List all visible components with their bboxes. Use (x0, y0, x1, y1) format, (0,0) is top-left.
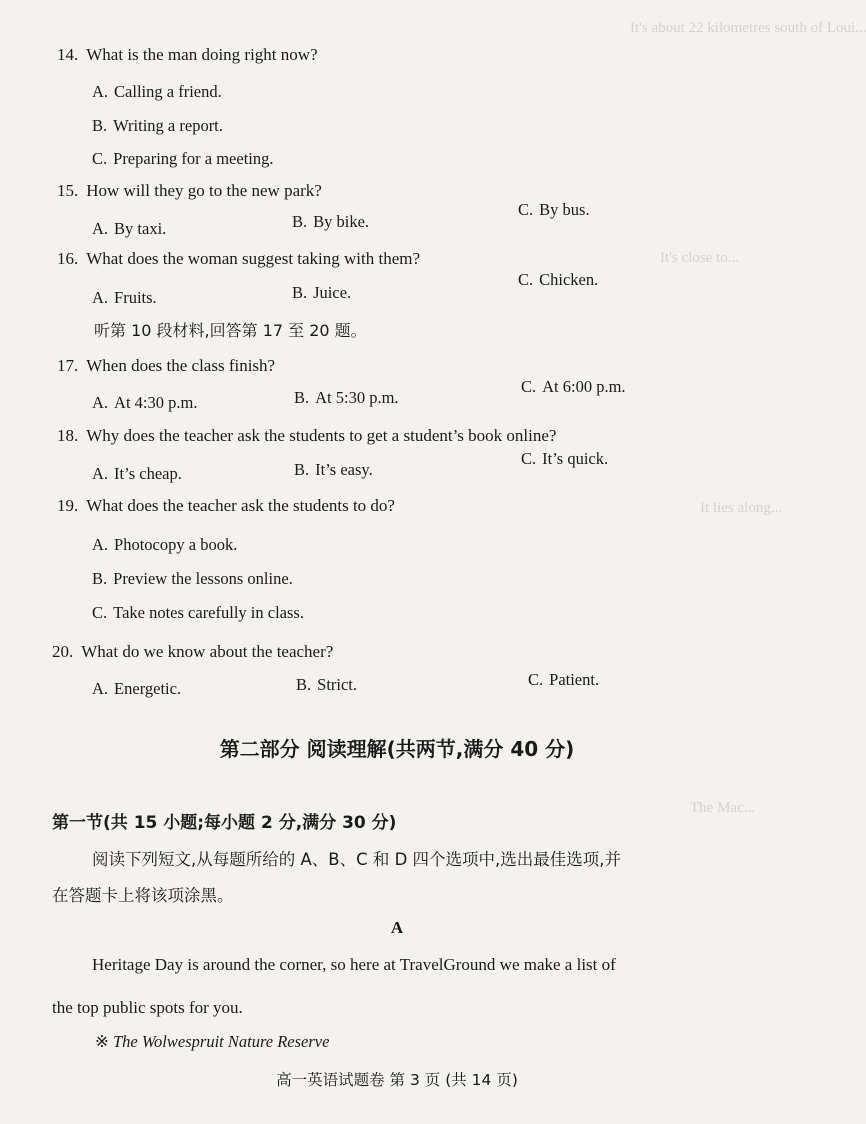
option-letter: C. (521, 377, 537, 396)
option-text: At 4:30 p.m. (114, 393, 198, 412)
option-text: Patient. (549, 670, 600, 689)
option-text: By bike. (313, 212, 370, 231)
option-19-c (92, 603, 304, 623)
bleed-through-text: It lies along... (700, 500, 783, 516)
option-19-b (92, 569, 293, 589)
option-text: Photocopy a book. (114, 535, 238, 554)
option-text: Preparing for a meeting. (113, 149, 274, 168)
option-letter: B. (292, 212, 308, 231)
spot-heading (95, 1032, 329, 1052)
option-18-c (521, 449, 608, 469)
option-16-a (92, 288, 157, 308)
passage-line-2: the top public spots for you. (52, 998, 243, 1017)
question-15 (57, 181, 322, 201)
question-text: What does the teacher ask the students to do? (86, 496, 395, 515)
option-text: It’s cheap. (114, 464, 182, 483)
option-text: Juice. (313, 283, 352, 302)
option-letter: C. (92, 603, 108, 622)
option-letter: B. (296, 675, 312, 694)
option-letter: A. (92, 679, 109, 698)
question-number: 15. (57, 181, 79, 200)
spot-title: The Wolwespruit Nature Reserve (112, 1032, 330, 1051)
option-text: Fruits. (114, 288, 157, 307)
option-letter: A. (92, 82, 109, 101)
option-letter: A. (92, 219, 109, 238)
option-15-b (292, 212, 369, 232)
option-letter: C. (518, 200, 534, 219)
question-number: 18. (57, 426, 79, 445)
question-text: How will they go to the new park? (86, 181, 322, 200)
question-17 (57, 356, 275, 376)
page-footer: 高一英语试题卷 第 3 页 (共 14 页) (276, 1071, 518, 1089)
reference-mark-icon: ※ (95, 1032, 109, 1051)
option-text: Preview the lessons online. (113, 569, 293, 588)
question-20 (52, 642, 333, 662)
option-letter: A. (92, 535, 109, 554)
question-14 (57, 45, 318, 65)
option-letter: B. (294, 460, 310, 479)
option-16-b (292, 283, 351, 303)
option-text: At 6:00 p.m. (542, 377, 626, 396)
bleed-through-text: It's close to... (660, 250, 739, 266)
listening-instruction: 听第 10 段材料,回答第 17 至 20 题。 (94, 321, 367, 340)
option-letter: B. (292, 283, 308, 302)
option-14-a (92, 82, 222, 102)
reading-instruction-line-2: 在答题卡上将该项涂黑。 (52, 886, 234, 905)
passage-letter: A (390, 918, 404, 937)
option-text: At 5:30 p.m. (315, 388, 399, 407)
option-letter: B. (294, 388, 310, 407)
reading-instruction-line-1: 阅读下列短文,从每题所给的 A、B、C 和 D 四个选项中,选出最佳选项,并 (92, 850, 622, 869)
option-letter: A. (92, 464, 109, 483)
question-number: 16. (57, 249, 79, 268)
option-17-b (294, 388, 399, 408)
option-15-c (518, 200, 590, 220)
option-letter: B. (92, 569, 108, 588)
part-2-title: 第二部分 阅读理解(共两节,满分 40 分) (219, 737, 575, 761)
question-number: 14. (57, 45, 79, 64)
option-19-a (92, 535, 237, 555)
question-text: Why does the teacher ask the students to get a student’s book online? (86, 426, 557, 445)
question-18 (57, 426, 556, 446)
question-16 (57, 249, 420, 269)
option-18-b (294, 460, 373, 480)
option-letter: C. (92, 149, 108, 168)
option-text: It’s easy. (315, 460, 373, 479)
question-number: 17. (57, 356, 79, 375)
question-number: 20. (52, 642, 74, 661)
question-text: What is the man doing right now? (86, 45, 318, 64)
section-1-title: 第一节(共 15 小题;每小题 2 分,满分 30 分) (52, 813, 397, 833)
option-17-c (521, 377, 626, 397)
option-14-b (92, 116, 223, 136)
bleed-through-text: It's about 22 kilometres south of Loui... (630, 20, 866, 36)
option-16-c (518, 270, 598, 290)
option-14-c (92, 149, 274, 169)
question-text: What do we know about the teacher? (81, 642, 334, 661)
option-text: By bus. (539, 200, 590, 219)
option-17-a (92, 393, 197, 413)
option-18-a (92, 464, 182, 484)
option-text: Energetic. (114, 679, 182, 698)
question-text: When does the class finish? (86, 356, 276, 375)
option-20-c (528, 670, 599, 690)
option-letter: A. (92, 393, 109, 412)
option-letter: C. (521, 449, 537, 468)
option-letter: B. (92, 116, 108, 135)
option-20-a (92, 679, 181, 699)
bleed-through-text: The Mac... (690, 800, 755, 816)
option-text: Writing a report. (113, 116, 223, 135)
option-20-b (296, 675, 357, 695)
option-letter: C. (518, 270, 534, 289)
option-text: Strict. (317, 675, 358, 694)
option-text: It’s quick. (542, 449, 609, 468)
option-15-a (92, 219, 166, 239)
option-text: By taxi. (114, 219, 167, 238)
question-19 (57, 496, 395, 516)
question-text: What does the woman suggest taking with them? (86, 249, 421, 268)
option-letter: C. (528, 670, 544, 689)
option-text: Chicken. (539, 270, 599, 289)
option-text: Take notes carefully in class. (113, 603, 304, 622)
question-number: 19. (57, 496, 79, 515)
option-letter: A. (92, 288, 109, 307)
passage-line-1: Heritage Day is around the corner, so here at TravelGround we make a list of (92, 955, 616, 974)
option-text: Calling a friend. (114, 82, 222, 101)
